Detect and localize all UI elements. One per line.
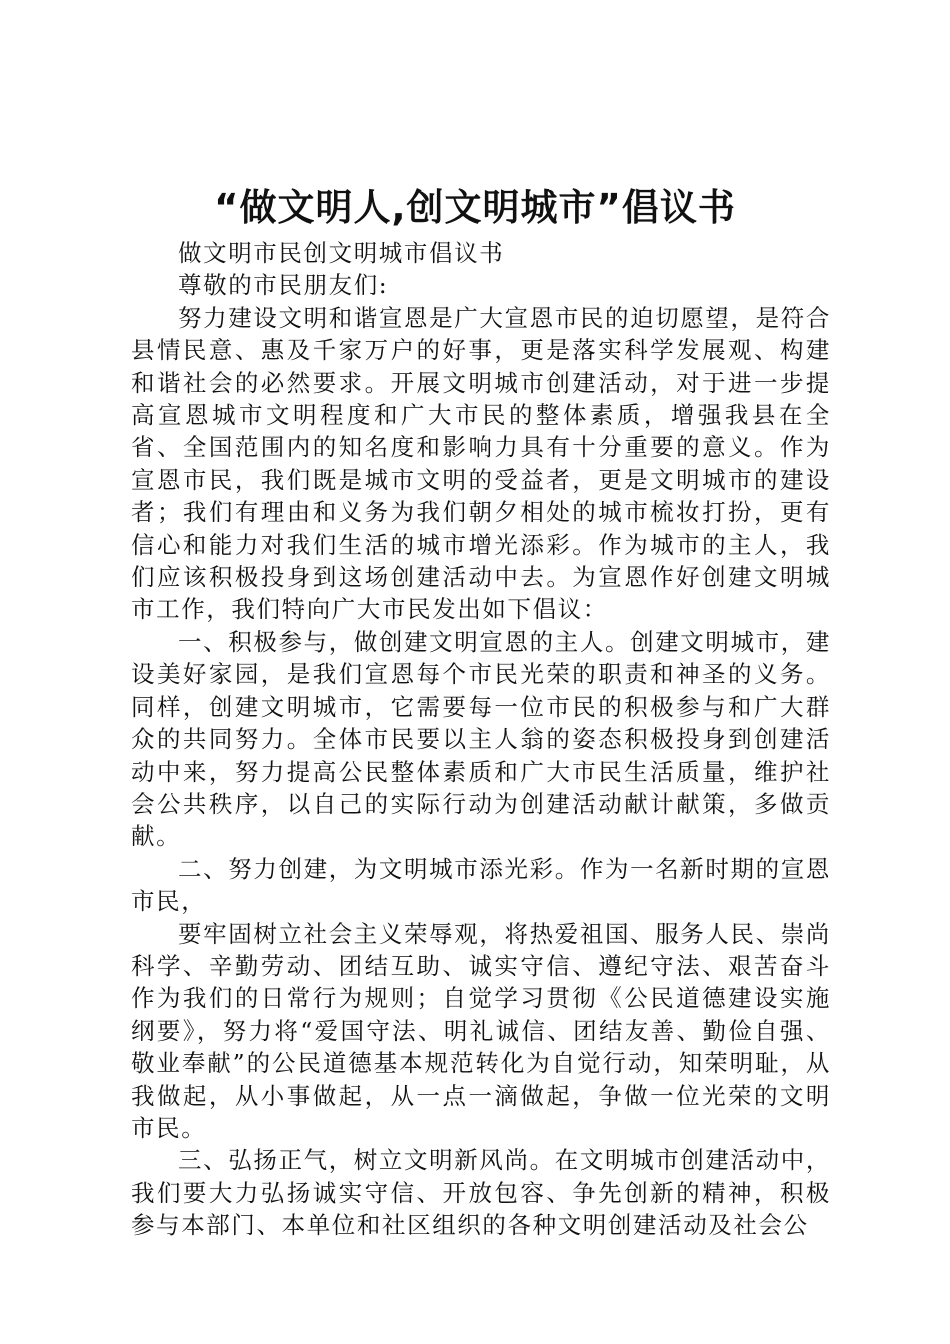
paragraph-intro: 努力建设文明和谐宣恩是广大宣恩市民的迫切愿望，是符合县情民意、惠及千家万户的好事，更是落实科学发展观、构建和谐社会的必然要求。开展文明城市创建活动，对于进一步提高宣恩城市文明程度和广大市民的整体素质，增强我县在全省、全国范围内的知名度和影响力具有十分重要的意义。作为宣恩市民，我们既是城市文明的受益者，更是文明城市的建设者；我们有理由和义务为我们朝夕相处的城市梳妆打扮，更有信心和能力对我们生活的城市增光添彩。作为城市的主人，我们应该积极投身到这场创建活动中去。为宣恩作好创建文明城市工作，我们特向广大市民发出如下倡议： [131,303,831,624]
paragraph-point-2: 二、努力创建，为文明城市添光彩。作为一名新时期的宣恩市民， [131,854,831,916]
paragraph-point-2-detail: 要牢固树立社会主义荣辱观，将热爱祖国、服务人民、崇尚科学、辛勤劳动、团结互助、诚实守信、遵纪守法、艰苦奋斗作为我们的日常行为规则；自觉学习贯彻《公民道德建设实施纲要》，努力将“爱国守法、明礼诚信、团结友善、勤俭自强、敬业奉献”的公民道德基本规范转化为自觉行动，知荣明耻，从我做起，从小事做起，从一点一滴做起，争做一位光荣的文明市民。 [131,919,831,1142]
paragraph-salutation: 尊敬的市民朋友们: [178,271,389,300]
document-title: “做文明人,创文明城市”倡议书 [214,186,736,229]
paragraph-point-1: 一、积极参与，做创建文明宣恩的主人。创建文明城市，建设美好家园，是我们宣恩每个市民光荣的职责和神圣的义务。同样，创建文明城市，它需要每一位市民的积极参与和广大群众的共同努力。全体市民要以主人翁的姿态积极投身到创建活动中来，努力提高公民整体素质和广大市民生活质量，维护社会公共秩序，以自己的实际行动为创建活动献计献策，多做贡献。 [131,627,831,851]
paragraph-subtitle: 做文明市民创文明城市倡议书 [178,239,505,267]
paragraph-point-3: 三、弘扬正气，树立文明新风尚。在文明城市创建活动中，我们要大力弘扬诚实守信、开放包容、争先创新的精神，积极参与本部门、本单位和社区组织的各种文明创建活动及社会公 [131,1146,831,1240]
document-body [131,237,831,1242]
